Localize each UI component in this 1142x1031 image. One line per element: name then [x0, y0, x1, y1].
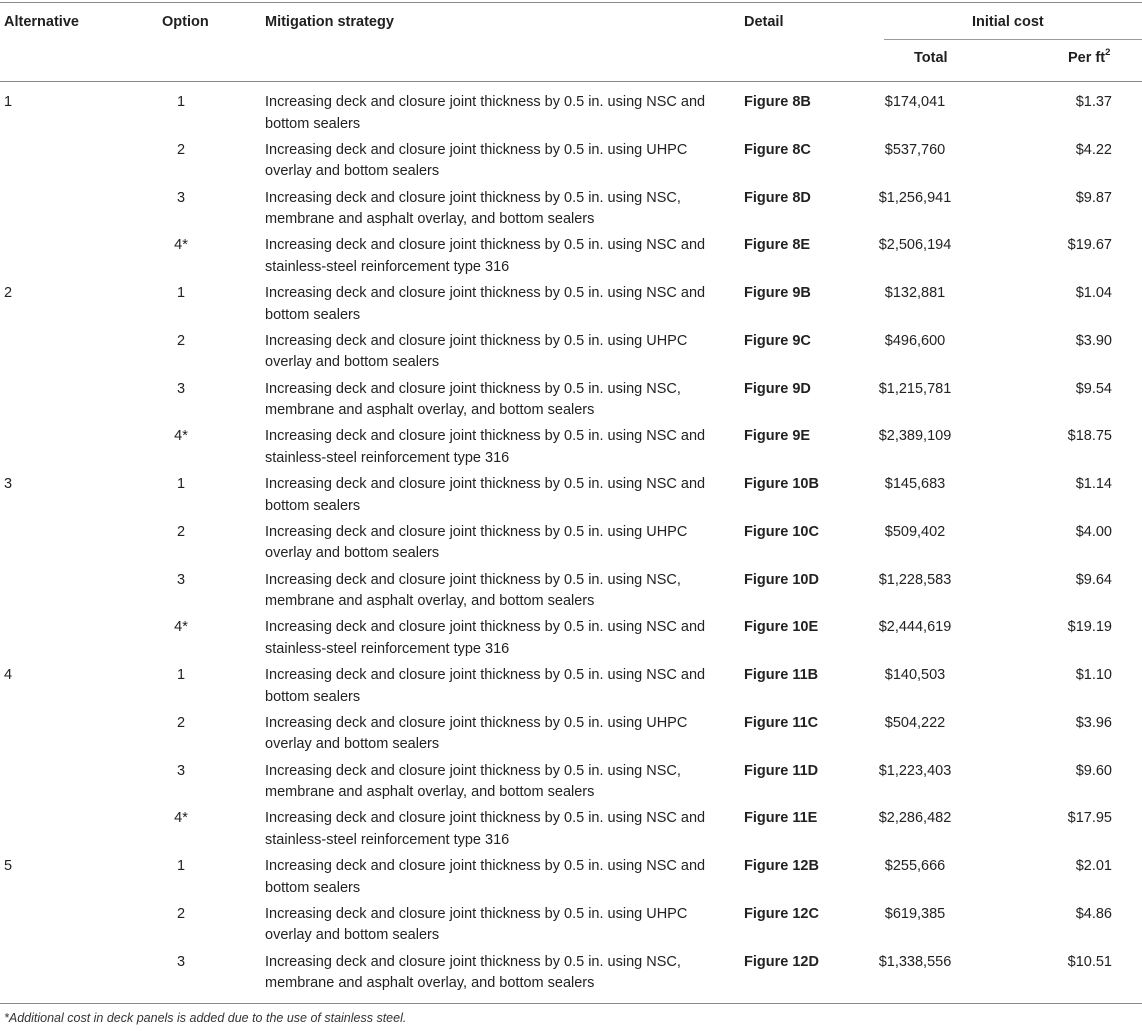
strategy-cell: Increasing deck and closure joint thickness by 0.5 in. using NSC and bottom sealers [265, 858, 706, 896]
strategy-cell: Increasing deck and closure joint thickness by 0.5 in. using NSC, membrane and asphalt overlay, and bottom sealers [265, 189, 681, 227]
strategy-cell: Increasing deck and closure joint thickness by 0.5 in. using NSC and bottom sealers [265, 667, 706, 705]
option-cell: 2 [176, 141, 186, 158]
total-cost-cell: $145,683 [884, 476, 946, 492]
per-ft2-cost-cell: $19.67 [1067, 237, 1112, 254]
detail-cell: Figure 8B [744, 94, 811, 110]
initial-cost-underline [884, 39, 1142, 40]
strategy-cell: Increasing deck and closure joint thickness by 0.5 in. using NSC, membrane and asphalt overlay, and bottom sealers [265, 762, 681, 800]
alternative-cell: 4 [4, 667, 13, 683]
per-ft2-cost-cell: $1.14 [1075, 476, 1112, 492]
header-initial-cost: Initial cost [972, 14, 1044, 30]
per-ft-label: Per ft [1068, 50, 1106, 66]
alternative-cell: 1 [4, 94, 13, 110]
strategy-cell: Increasing deck and closure joint thickness by 0.5 in. using UHPC overlay and bottom sealers [265, 523, 688, 562]
option-cell: 1 [176, 858, 186, 874]
total-cost-cell: $1,256,941 [878, 189, 952, 206]
per-ft2-cost-cell: $10.51 [1067, 953, 1112, 970]
total-cost-cell: $255,666 [884, 858, 946, 874]
total-cost-cell: $2,506,194 [878, 237, 952, 254]
total-cost-cell: $496,600 [884, 332, 946, 349]
total-cost-cell: $619,385 [884, 905, 946, 922]
strategy-cell: Increasing deck and closure joint thickness by 0.5 in. using UHPC overlay and bottom sealers [265, 141, 688, 180]
detail-cell: Figure 9B [744, 285, 811, 301]
detail-cell: Figure 12D [744, 953, 819, 970]
total-cost-cell: $509,402 [884, 523, 946, 540]
detail-cell: Figure 10C [744, 523, 819, 540]
option-cell: 3 [176, 571, 186, 588]
option-cell: 4* [174, 810, 188, 827]
option-cell: 1 [176, 94, 186, 110]
strategy-cell: Increasing deck and closure joint thickness by 0.5 in. using NSC and stainless-steel reinforcement type 316 [265, 810, 706, 848]
detail-cell: Figure 11D [744, 762, 819, 779]
total-cost-cell: $504,222 [884, 714, 946, 731]
total-cost-cell: $132,881 [884, 285, 946, 301]
strategy-cell: Increasing deck and closure joint thickness by 0.5 in. using NSC and stainless-steel reinforcement type 316 [265, 428, 706, 466]
option-cell: 2 [176, 905, 186, 922]
option-cell: 4* [174, 428, 188, 445]
per-ft2-cost-cell: $4.00 [1075, 523, 1112, 540]
header-bottom-rule [0, 81, 1142, 82]
detail-cell: Figure 9D [744, 380, 811, 397]
strategy-cell: Increasing deck and closure joint thickness by 0.5 in. using UHPC overlay and bottom sealers [265, 332, 688, 371]
header-total: Total [914, 50, 948, 66]
option-cell: 3 [176, 380, 186, 397]
detail-cell: Figure 8C [744, 141, 811, 158]
total-cost-cell: $1,338,556 [878, 953, 952, 970]
option-cell: 4* [174, 619, 188, 636]
total-cost-cell: $1,228,583 [878, 571, 952, 588]
total-cost-cell: $1,223,403 [878, 762, 952, 779]
per-ft2-cost-cell: $1.10 [1075, 667, 1112, 683]
per-ft2-cost-cell: $4.86 [1075, 905, 1112, 922]
total-cost-cell: $537,760 [884, 141, 946, 158]
option-cell: 2 [176, 332, 186, 349]
per-ft2-cost-cell: $2.01 [1075, 858, 1112, 874]
option-cell: 1 [176, 667, 186, 683]
strategy-cell: Increasing deck and closure joint thickness by 0.5 in. using NSC and stainless-steel reinforcement type 316 [265, 237, 706, 275]
strategy-cell: Increasing deck and closure joint thickness by 0.5 in. using NSC and bottom sealers [265, 285, 706, 323]
per-ft2-cost-cell: $17.95 [1067, 810, 1112, 827]
option-cell: 1 [176, 476, 186, 492]
alternative-cell: 5 [4, 858, 13, 874]
table-bottom-rule [0, 1003, 1142, 1004]
per-ft2-cost-cell: $3.96 [1075, 714, 1112, 731]
alternative-cell: 3 [4, 476, 13, 492]
per-ft2-cost-cell: $9.64 [1075, 571, 1112, 588]
total-cost-cell: $174,041 [884, 94, 946, 110]
strategy-cell: Increasing deck and closure joint thickness by 0.5 in. using NSC and stainless-steel reinforcement type 316 [265, 619, 706, 657]
detail-cell: Figure 8D [744, 189, 811, 206]
header-detail: Detail [744, 14, 784, 30]
detail-cell: Figure 12C [744, 905, 819, 922]
detail-cell: Figure 12B [744, 858, 819, 874]
detail-cell: Figure 11C [744, 714, 819, 731]
per-ft2-cost-cell: $1.04 [1075, 285, 1112, 301]
table-top-rule [0, 2, 1142, 3]
strategy-cell: Increasing deck and closure joint thickness by 0.5 in. using NSC and bottom sealers [265, 94, 706, 132]
per-ft2-cost-cell: $4.22 [1075, 141, 1112, 158]
strategy-cell: Increasing deck and closure joint thickness by 0.5 in. using NSC, membrane and asphalt overlay, and bottom sealers [265, 571, 681, 609]
option-cell: 3 [176, 953, 186, 970]
strategy-cell: Increasing deck and closure joint thickness by 0.5 in. using NSC and bottom sealers [265, 476, 706, 514]
option-cell: 2 [176, 523, 186, 540]
table-footnote: *Additional cost in deck panels is added due to the use of stainless steel. [4, 1011, 407, 1025]
total-cost-cell: $2,389,109 [878, 428, 952, 445]
strategy-cell: Increasing deck and closure joint thickness by 0.5 in. using UHPC overlay and bottom sealers [265, 905, 688, 944]
total-cost-cell: $1,215,781 [878, 380, 952, 397]
option-cell: 2 [176, 714, 186, 731]
total-cost-cell: $140,503 [884, 667, 946, 683]
detail-cell: Figure 11E [744, 810, 818, 827]
strategy-cell: Increasing deck and closure joint thickness by 0.5 in. using NSC, membrane and asphalt overlay, and bottom sealers [265, 380, 681, 418]
per-ft2-cost-cell: $1.37 [1075, 94, 1112, 110]
strategy-cell: Increasing deck and closure joint thickness by 0.5 in. using NSC, membrane and asphalt overlay, and bottom sealers [265, 953, 681, 991]
per-ft2-cost-cell: $19.19 [1067, 619, 1112, 636]
per-ft2-cost-cell: $18.75 [1067, 428, 1112, 445]
total-cost-cell: $2,444,619 [878, 619, 952, 636]
header-per-ft2 [1068, 47, 1111, 66]
option-cell: 1 [176, 285, 186, 301]
strategy-cell: Increasing deck and closure joint thickness by 0.5 in. using UHPC overlay and bottom sealers [265, 714, 688, 753]
header-option: Option [162, 14, 209, 30]
per-ft2-cost-cell: $3.90 [1075, 332, 1112, 349]
detail-cell: Figure 11B [744, 667, 819, 683]
detail-cell: Figure 10E [744, 619, 819, 636]
detail-cell: Figure 8E [744, 237, 811, 254]
total-cost-cell: $2,286,482 [878, 810, 952, 827]
option-cell: 4* [174, 237, 188, 254]
detail-cell: Figure 10B [744, 476, 819, 492]
option-cell: 3 [176, 762, 186, 779]
alternative-cell: 2 [4, 285, 13, 301]
per-ft2-cost-cell: $9.60 [1075, 762, 1112, 779]
detail-cell: Figure 9E [744, 428, 811, 445]
per-ft2-cost-cell: $9.54 [1075, 380, 1112, 397]
per-ft-superscript: 2 [1105, 47, 1111, 58]
detail-cell: Figure 9C [744, 332, 811, 349]
per-ft2-cost-cell: $9.87 [1075, 189, 1112, 206]
detail-cell: Figure 10D [744, 571, 819, 588]
option-cell: 3 [176, 189, 186, 206]
header-mitigation-strategy: Mitigation strategy [265, 14, 394, 30]
header-alternative: Alternative [4, 14, 79, 30]
